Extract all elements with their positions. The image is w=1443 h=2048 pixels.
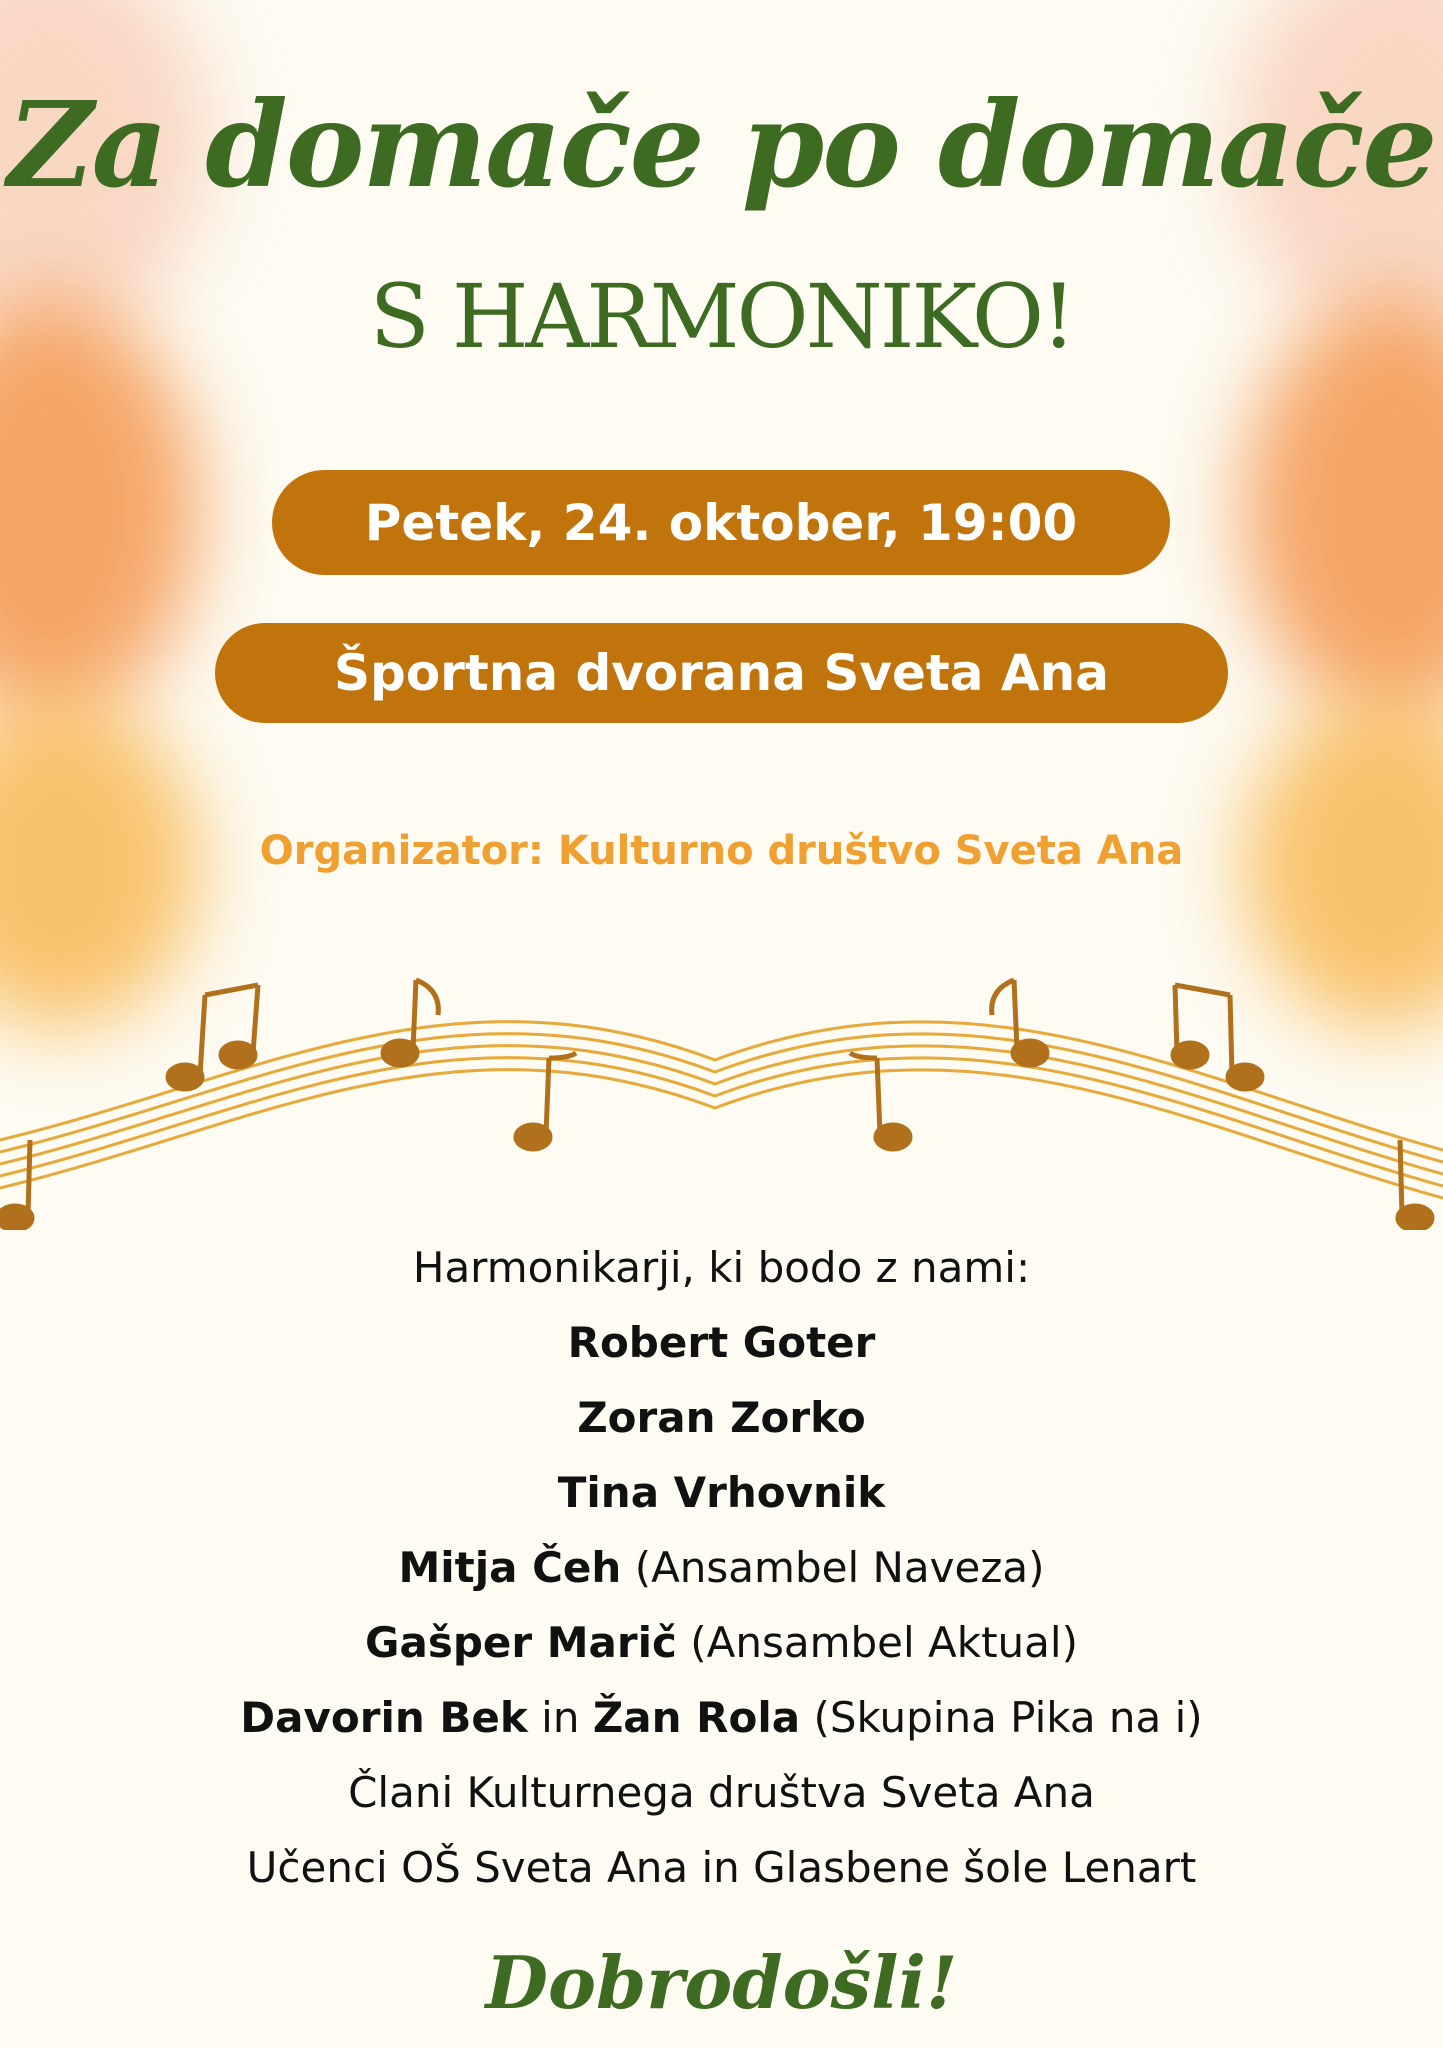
organizer: Organizator: Kulturno društvo Sveta Ana <box>259 828 1184 874</box>
performer <box>0 1380 1443 1455</box>
performer-name: Zoran Zorko <box>577 1393 866 1442</box>
performer <box>0 1605 1443 1680</box>
other-performers: Člani Kulturnega društva Sveta Ana <box>348 1768 1095 1817</box>
poster-title: Za domače po domače <box>7 75 1436 214</box>
welcome-text: Dobrodošli! <box>485 1940 958 2025</box>
performer-name: Davorin Bek <box>240 1693 528 1742</box>
performer <box>0 1530 1443 1605</box>
venue-pill <box>215 623 1228 723</box>
performer-name: Žan Rola <box>592 1693 801 1742</box>
performer <box>0 1455 1443 1530</box>
venue: Športna dvorana Sveta Ana <box>334 644 1109 702</box>
performer-name: Gašper Marič <box>365 1618 677 1667</box>
poster-subtitle: S HARMONIKO! <box>369 265 1074 368</box>
date-time: Petek, 24. oktober, 19:00 <box>364 493 1078 552</box>
performer-list <box>0 1230 1443 1905</box>
performer-name: Tina Vrhovnik <box>557 1468 886 1517</box>
date-time-pill <box>272 470 1170 575</box>
performer-name: Robert Goter <box>567 1318 876 1367</box>
performer-group: (Skupina Pika na i) <box>813 1693 1203 1742</box>
performer <box>0 1680 1443 1755</box>
other-performers: Učenci OŠ Sveta Ana in Glasbene šole Lenart <box>246 1843 1197 1892</box>
performer-group: (Ansambel Aktual) <box>690 1618 1078 1667</box>
performer-group: (Ansambel Naveza) <box>634 1543 1045 1592</box>
performer <box>0 1305 1443 1380</box>
list-heading: Harmonikarji, ki bodo z nami: <box>412 1243 1031 1292</box>
performer-name: Mitja Čeh <box>398 1543 622 1592</box>
music-staff-illustration <box>0 940 1443 1230</box>
conjunction: in <box>541 1693 580 1742</box>
